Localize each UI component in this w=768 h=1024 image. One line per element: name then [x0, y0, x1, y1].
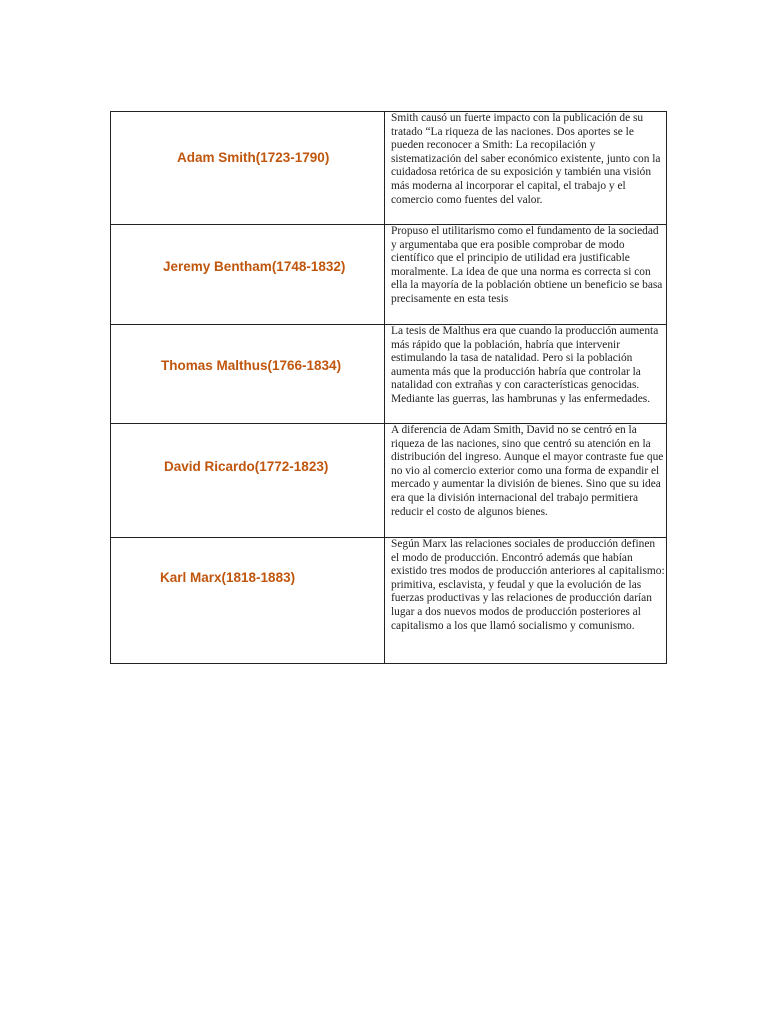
- table-row: [111, 325, 667, 424]
- description-cell: [385, 112, 667, 225]
- description-cell: [385, 325, 667, 424]
- economist-description: Según Marx las relaciones sociales de producción definen el modo de producción. Encontró además que habían existido tres modos de producción anteriores al capitalismo: primitiva, esclavista, y feudal y que la evolución de las fuerzas productivas y las relaciones de producción darían lugar a dos nuevos modos de producción posteriores al capitalismo a los que llamó socialismo y comunismo.: [391, 538, 665, 632]
- economist-name: Thomas Malthus(1766-1834): [161, 358, 342, 373]
- description-cell: [385, 225, 667, 325]
- table-row: [111, 538, 667, 664]
- name-cell: [111, 424, 385, 538]
- economists-table: [110, 111, 667, 664]
- name-cell: [111, 112, 385, 225]
- table-row: [111, 424, 667, 538]
- economist-description: La tesis de Malthus era que cuando la producción aumenta más rápido que la población, habría que intervenir estimulando la tasa de natalidad. Pero si la población aumenta más que la producción habría que controlar la natalidad con extrañas y con características genocidas. Mediante las guerras, las hambrunas y las enfermedades.: [391, 325, 659, 405]
- economist-description: Propuso el utilitarismo como el fundamento de la sociedad y argumentaba que era posible comprobar de modo científico que el principio de utilidad era justificable moralmente. La idea de que una norma es correcta si con ella la mayoría de la población obtiene un beneficio se basa precisamente en esta tesis: [391, 225, 663, 305]
- name-cell: [111, 225, 385, 325]
- economist-name: David Ricardo(1772-1823): [164, 459, 329, 474]
- economist-name: Adam Smith(1723-1790): [177, 150, 330, 165]
- description-cell: [385, 424, 667, 538]
- economist-name: Karl Marx(1818-1883): [160, 570, 296, 585]
- table-row: [111, 112, 667, 225]
- name-cell: [111, 325, 385, 424]
- economist-description: Smith causó un fuerte impacto con la publicación de su tratado “La riqueza de las naciones. Dos aportes se le pueden reconocer a Smith: La recopilación y sistematización del saber económico existente, junto con la cuidadosa retórica de su exposición y también una visión más moderna al incorporar el capital, el trabajo y el comercio como fuentes del valor.: [391, 112, 661, 206]
- table-row: [111, 225, 667, 325]
- description-cell: [385, 538, 667, 664]
- name-cell: [111, 538, 385, 664]
- economist-name: Jeremy Bentham(1748-1832): [118, 259, 346, 274]
- economist-description: A diferencia de Adam Smith, David no se centró en la riqueza de las naciones, sino que centró su atención en la distribución del ingreso. Aunque el mayor contraste fue que no vio al comercio exterior como una forma de expandir el mercado y aumentar la división de bienes. Sino que su idea era que la división internacional del trabajo permitiera reducir el costo de algunos bienes.: [391, 424, 664, 518]
